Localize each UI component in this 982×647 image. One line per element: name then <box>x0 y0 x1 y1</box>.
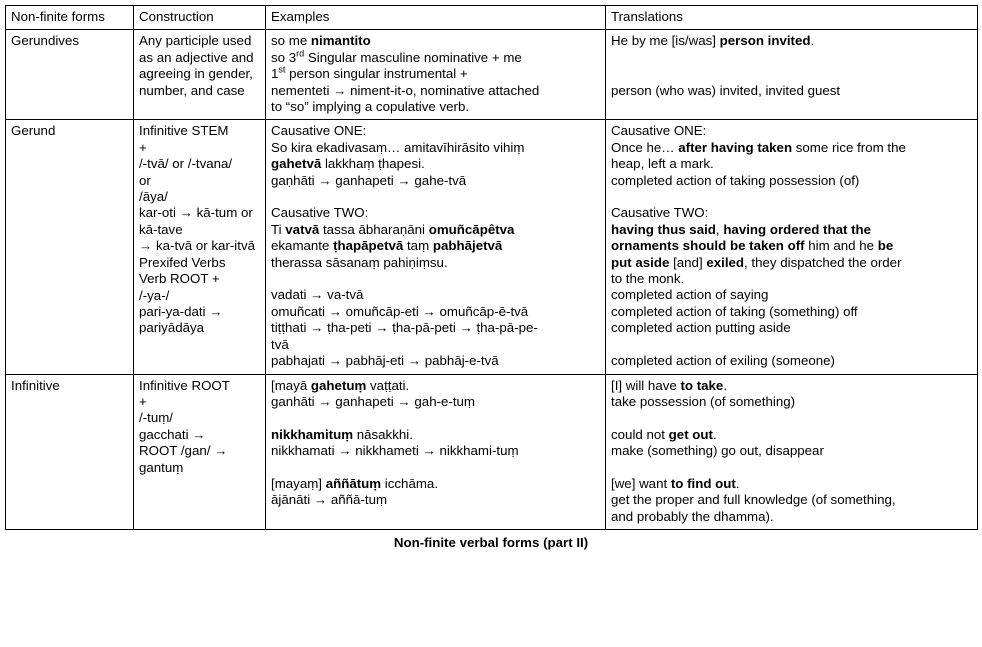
text-line <box>611 50 972 66</box>
text-line: He by me [is/was] person invited. <box>611 33 815 49</box>
text-line: pabhajati → pabhāj-eti → pabhāj-e-tvā <box>271 353 499 369</box>
text-line: heap, left a mark. <box>611 156 714 172</box>
text-line: and probably the dhamma). <box>611 508 774 524</box>
text-line: gaṇhāti → ganhapeti → gahe-tvā <box>271 172 467 188</box>
text-line: + <box>139 393 147 409</box>
text-line: Infinitive STEM <box>139 123 229 139</box>
text-line: so 3rd Singular masculine nominative + me <box>271 48 522 65</box>
cell-translations <box>606 374 978 530</box>
table-body <box>6 30 978 530</box>
cell-translations <box>606 30 978 120</box>
table-caption: Non-finite verbal forms (part II) <box>393 535 589 551</box>
text-line: [mayā gahetuṃ vaṭṭati. <box>271 377 410 393</box>
text-line: tiṭṭhati → ṭha-peti → ṭha-pā-peti → ṭha-pā-pe- <box>271 320 538 336</box>
text-line: Prexifed Verbs <box>139 254 226 270</box>
cell-examples <box>266 374 606 530</box>
text-line: /-ya-/ <box>139 287 170 303</box>
text-line: kar-oti → kā-tum or kā-tave <box>139 205 257 237</box>
text-line: completed action putting aside <box>611 320 791 336</box>
text-line: [we] want to find out. <box>611 475 740 491</box>
text-line: gacchati → <box>139 426 206 442</box>
cell-construction <box>134 30 266 120</box>
text-line: Ti vatvā tassa ābharaṇāni omuñcāpêtva <box>271 221 515 237</box>
text-line: ornaments should be taken off him and he be <box>611 238 894 254</box>
text-line: put aside [and] exiled, they dispatched the order <box>611 254 902 270</box>
text-line: + <box>139 139 147 155</box>
text-line: So kira ekadivasaṃ… amitavīhirāsito vihiṃ <box>271 139 525 155</box>
text-line: Causative ONE: <box>611 123 707 139</box>
table-row <box>6 374 978 530</box>
text-line: ekamante ṭhapāpetvā taṃ pabhājetvā <box>271 238 503 254</box>
text-line: [I] will have to take. <box>611 377 728 393</box>
text-line: ājānāti → aññā-tuṃ <box>271 492 388 508</box>
text-line: vadati → va-tvā <box>271 287 364 303</box>
text-line: having thus said, having ordered that the <box>611 221 872 237</box>
cell-construction <box>134 120 266 374</box>
cell-form-name: Gerundives <box>6 30 134 120</box>
text-line: /āya/ <box>139 189 168 205</box>
text-line: 1st person singular instrumental + <box>271 64 468 82</box>
text-line: tvā <box>271 336 289 352</box>
column-header-translations: Translations <box>606 6 978 30</box>
header-row <box>6 6 978 30</box>
cell-form-name: Gerund <box>6 120 134 374</box>
cell-examples <box>266 30 606 120</box>
text-line: Any participle used as an adjective and agreeing in gender, number, and case <box>139 33 258 98</box>
text-line <box>271 410 600 426</box>
text-line: person (who was) invited, invited guest <box>611 82 841 98</box>
text-line: Causative TWO: <box>271 205 369 221</box>
cell-examples <box>266 120 606 374</box>
text-line: completed action of taking (something) off <box>611 303 858 319</box>
text-line: could not get out. <box>611 426 717 442</box>
text-line: ROOT /gan/ → <box>139 443 228 459</box>
text-line <box>611 66 972 82</box>
cell-translations <box>606 120 978 374</box>
text-line: gantuṃ <box>139 459 184 475</box>
text-line <box>271 189 600 205</box>
text-line: get the proper and full knowledge (of something, <box>611 492 896 508</box>
text-line <box>611 337 972 353</box>
text-line <box>271 271 600 287</box>
text-line: completed action of exiling (someone) <box>611 353 835 369</box>
text-line: nikkhamati → nikkhameti → nikkhami-tuṃ <box>271 443 519 459</box>
text-line: to “so” implying a copulative verb. <box>271 99 470 115</box>
cell-construction <box>134 374 266 530</box>
table-row <box>6 120 978 374</box>
text-line: nementeti → niment-it-o, nominative attached <box>271 82 540 98</box>
text-line: ganhāti → ganhapeti → gah-e-tuṃ <box>271 393 476 409</box>
cell-form-name: Infinitive <box>6 374 134 530</box>
column-header-examples: Examples <box>266 6 606 30</box>
text-line: to the monk. <box>611 271 685 287</box>
text-line: pari-ya-dati → pariyādāya <box>139 303 227 336</box>
text-line: Causative ONE: <box>271 123 367 139</box>
text-line: take possession (of something) <box>611 393 796 409</box>
text-line: /-tuṃ/ <box>139 410 173 426</box>
text-line: Verb ROOT + <box>139 271 220 287</box>
text-line <box>271 460 600 476</box>
table-header <box>6 6 978 30</box>
text-line: so me nimantito <box>271 33 371 49</box>
text-line: /-tvā/ or /-tvana/ <box>139 156 233 172</box>
column-header-construction: Construction <box>134 6 266 30</box>
table-row <box>6 30 978 120</box>
text-line: [mayaṃ] aññātuṃ icchāma. <box>271 475 439 491</box>
text-line: make (something) go out, disappear <box>611 443 824 459</box>
text-line: or <box>139 172 151 188</box>
text-line <box>611 410 972 426</box>
text-line: therassa sāsanaṃ pahiṇiṃsu. <box>271 254 448 270</box>
text-line: nikkhamituṃ nāsakkhi. <box>271 426 413 442</box>
text-line <box>611 460 972 476</box>
non-finite-forms-table <box>5 5 978 530</box>
text-line: gahetvā lakkhaṃ ṭhapesi. <box>271 156 425 172</box>
text-line: Infinitive ROOT <box>139 377 230 393</box>
text-line: completed action of taking possession (of) <box>611 172 860 188</box>
column-header-non-finite-forms: Non-finite forms <box>6 6 134 30</box>
text-line: completed action of saying <box>611 287 769 303</box>
text-line <box>611 189 972 205</box>
text-line: Causative TWO: <box>611 205 709 221</box>
text-line: Once he… after having taken some rice from the <box>611 139 906 155</box>
page-root <box>0 5 982 647</box>
text-line: → ka-tvā or kar-itvā <box>139 238 256 254</box>
text-line: omuñcati → omuñcāp-eti → omuñcāp-ē-tvā <box>271 303 529 319</box>
